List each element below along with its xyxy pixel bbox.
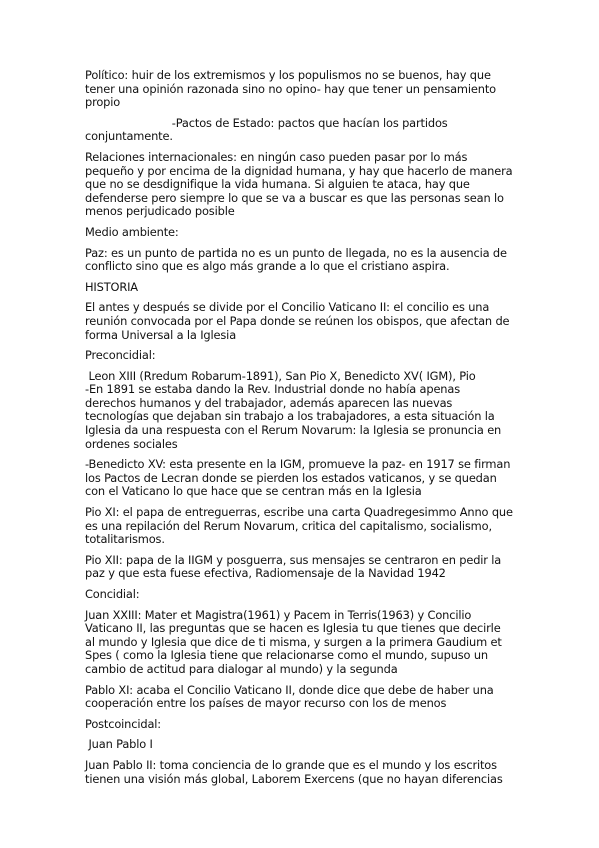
text-line: -Pactos de Estado: pactos que hacían los partidos bbox=[85, 115, 448, 130]
text-line: Leon XIII (Rredum Robarum-1891), San Pio X, Benedicto XV( IGM), Pio bbox=[85, 368, 476, 383]
paragraph bbox=[85, 458, 515, 499]
text-line: Pablo XI: acaba el Concilio Vaticano II, donde dice que debe de haber una bbox=[85, 682, 494, 697]
text-line: que no se desdignifique la vida humana. Si alguien te ataca, hay que bbox=[85, 177, 470, 192]
text-line: Iglesia da una respuesta con el Rerum Novarum: la Iglesia se pronuncia en bbox=[85, 423, 502, 438]
text-line: Preconcidial: bbox=[85, 348, 156, 363]
text-line: Juan Pablo I bbox=[85, 737, 153, 752]
text-line: propio bbox=[85, 95, 121, 110]
paragraph bbox=[85, 301, 515, 342]
text-line: es una repilación del Rerum Novarum, critica del capitalismo, socialismo, bbox=[85, 518, 492, 533]
text-line: derechos humanos y del trabajador, además aparecen las nuevas bbox=[85, 395, 453, 410]
text-line: conjuntamente. bbox=[85, 129, 173, 144]
text-line: Pio XII: papa de la IIGM y posguerra, sus mensajes se centraron en pedir la bbox=[85, 552, 502, 567]
text-line: Paz: es un punto de partida no es un punto de llegada, no es la ausencia de bbox=[85, 245, 507, 260]
paragraph bbox=[85, 247, 515, 274]
text-line: tecnologías que dejaban sin trabajo a los trabajadores, a esta situación la bbox=[85, 409, 495, 424]
text-line: menos perjudicado posible bbox=[85, 204, 235, 219]
text-line: Juan XXIII: Mater et Magistra(1961) y Pacem in Terris(1963) y Concilio bbox=[85, 607, 472, 622]
text-line: Medio ambiente: bbox=[85, 224, 179, 239]
text-line: paz y que esta fuese efectiva, Radiomensaje de la Navidad 1942 bbox=[85, 566, 446, 581]
paragraph bbox=[85, 609, 515, 677]
text-line: Político: huir de los extremismos y los populismos no se buenos, hay que bbox=[85, 68, 491, 82]
text-line: pequeño y por encima de la dignidad humana, y hay que hacerlo de manera bbox=[85, 163, 513, 178]
paragraph bbox=[85, 684, 515, 711]
text-line: defenderse pero siempre lo que se va a buscar es que las personas sean lo bbox=[85, 190, 504, 205]
document-body bbox=[85, 69, 515, 793]
text-line: con el Vaticano lo que hace que se centran más en la Iglesia bbox=[85, 484, 422, 499]
text-line: totalitarismos. bbox=[85, 532, 165, 547]
text-line: -Benedicto XV: esta presente en la IGM, promueve la paz- en 1917 se firman bbox=[85, 457, 511, 472]
text-line: tener una opinión razonada sino no opino- hay que tener un pensamiento bbox=[85, 81, 496, 96]
text-line: Concidial: bbox=[85, 587, 140, 601]
paragraph bbox=[85, 738, 515, 752]
paragraph bbox=[85, 554, 515, 581]
text-line: tienen una visión más global, Laborem Exercens (que no hayan diferencias bbox=[85, 771, 503, 786]
text-line: reunión convocada por el Papa donde se reúnen los obispos, que afectan de bbox=[85, 313, 510, 328]
paragraph bbox=[85, 349, 515, 363]
text-line: Relaciones internacionales: en ningún caso pueden pasar por lo más bbox=[85, 149, 468, 164]
text-line: los Pactos de Lecran donde se pierden los estados vaticanos, y se quedan bbox=[85, 470, 497, 485]
text-line: conflicto sino que es algo más grande a lo que el cristiano aspira. bbox=[85, 259, 450, 274]
text-line: -En 1891 se estaba dando la Rev. Industrial donde no había apenas bbox=[85, 382, 460, 397]
paragraph bbox=[85, 69, 515, 110]
paragraph bbox=[85, 506, 515, 547]
paragraph bbox=[85, 370, 515, 452]
text-line: cambio de actitud para dialogar al mundo) y la segunda bbox=[85, 661, 398, 676]
text-line: HISTORIA bbox=[85, 279, 138, 294]
text-line: Spes ( como la Iglesia tiene que relacionarse como el mundo, supuso un bbox=[85, 648, 488, 663]
text-line: Vaticano II, las preguntas que se hacen es Iglesia tu que tienes que decirle bbox=[85, 621, 501, 636]
text-line: Pio XI: el papa de entreguerras, escribe una carta Quadregesimmo Anno que bbox=[85, 505, 513, 520]
text-line: Juan Pablo II: toma conciencia de lo grande que es el mundo y los escritos bbox=[85, 757, 497, 772]
paragraph bbox=[85, 759, 515, 786]
paragraph bbox=[85, 281, 515, 295]
paragraph bbox=[85, 718, 515, 732]
paragraph bbox=[85, 151, 515, 219]
text-line: El antes y después se divide por el Concilio Vaticano II: el concilio es una bbox=[85, 300, 490, 315]
text-line: ordenes sociales bbox=[85, 436, 178, 451]
paragraph bbox=[85, 226, 515, 240]
text-line: Postcoincidal: bbox=[85, 716, 161, 731]
text-line: al mundo y Iglesia que dice de ti misma, y surgen a la primera Gaudium et bbox=[85, 634, 502, 649]
paragraph bbox=[85, 588, 515, 602]
paragraph bbox=[85, 117, 515, 144]
text-line: forma Universal a la Iglesia bbox=[85, 327, 237, 342]
text-line: cooperación entre los países de mayor recurso con los de menos bbox=[85, 696, 447, 711]
